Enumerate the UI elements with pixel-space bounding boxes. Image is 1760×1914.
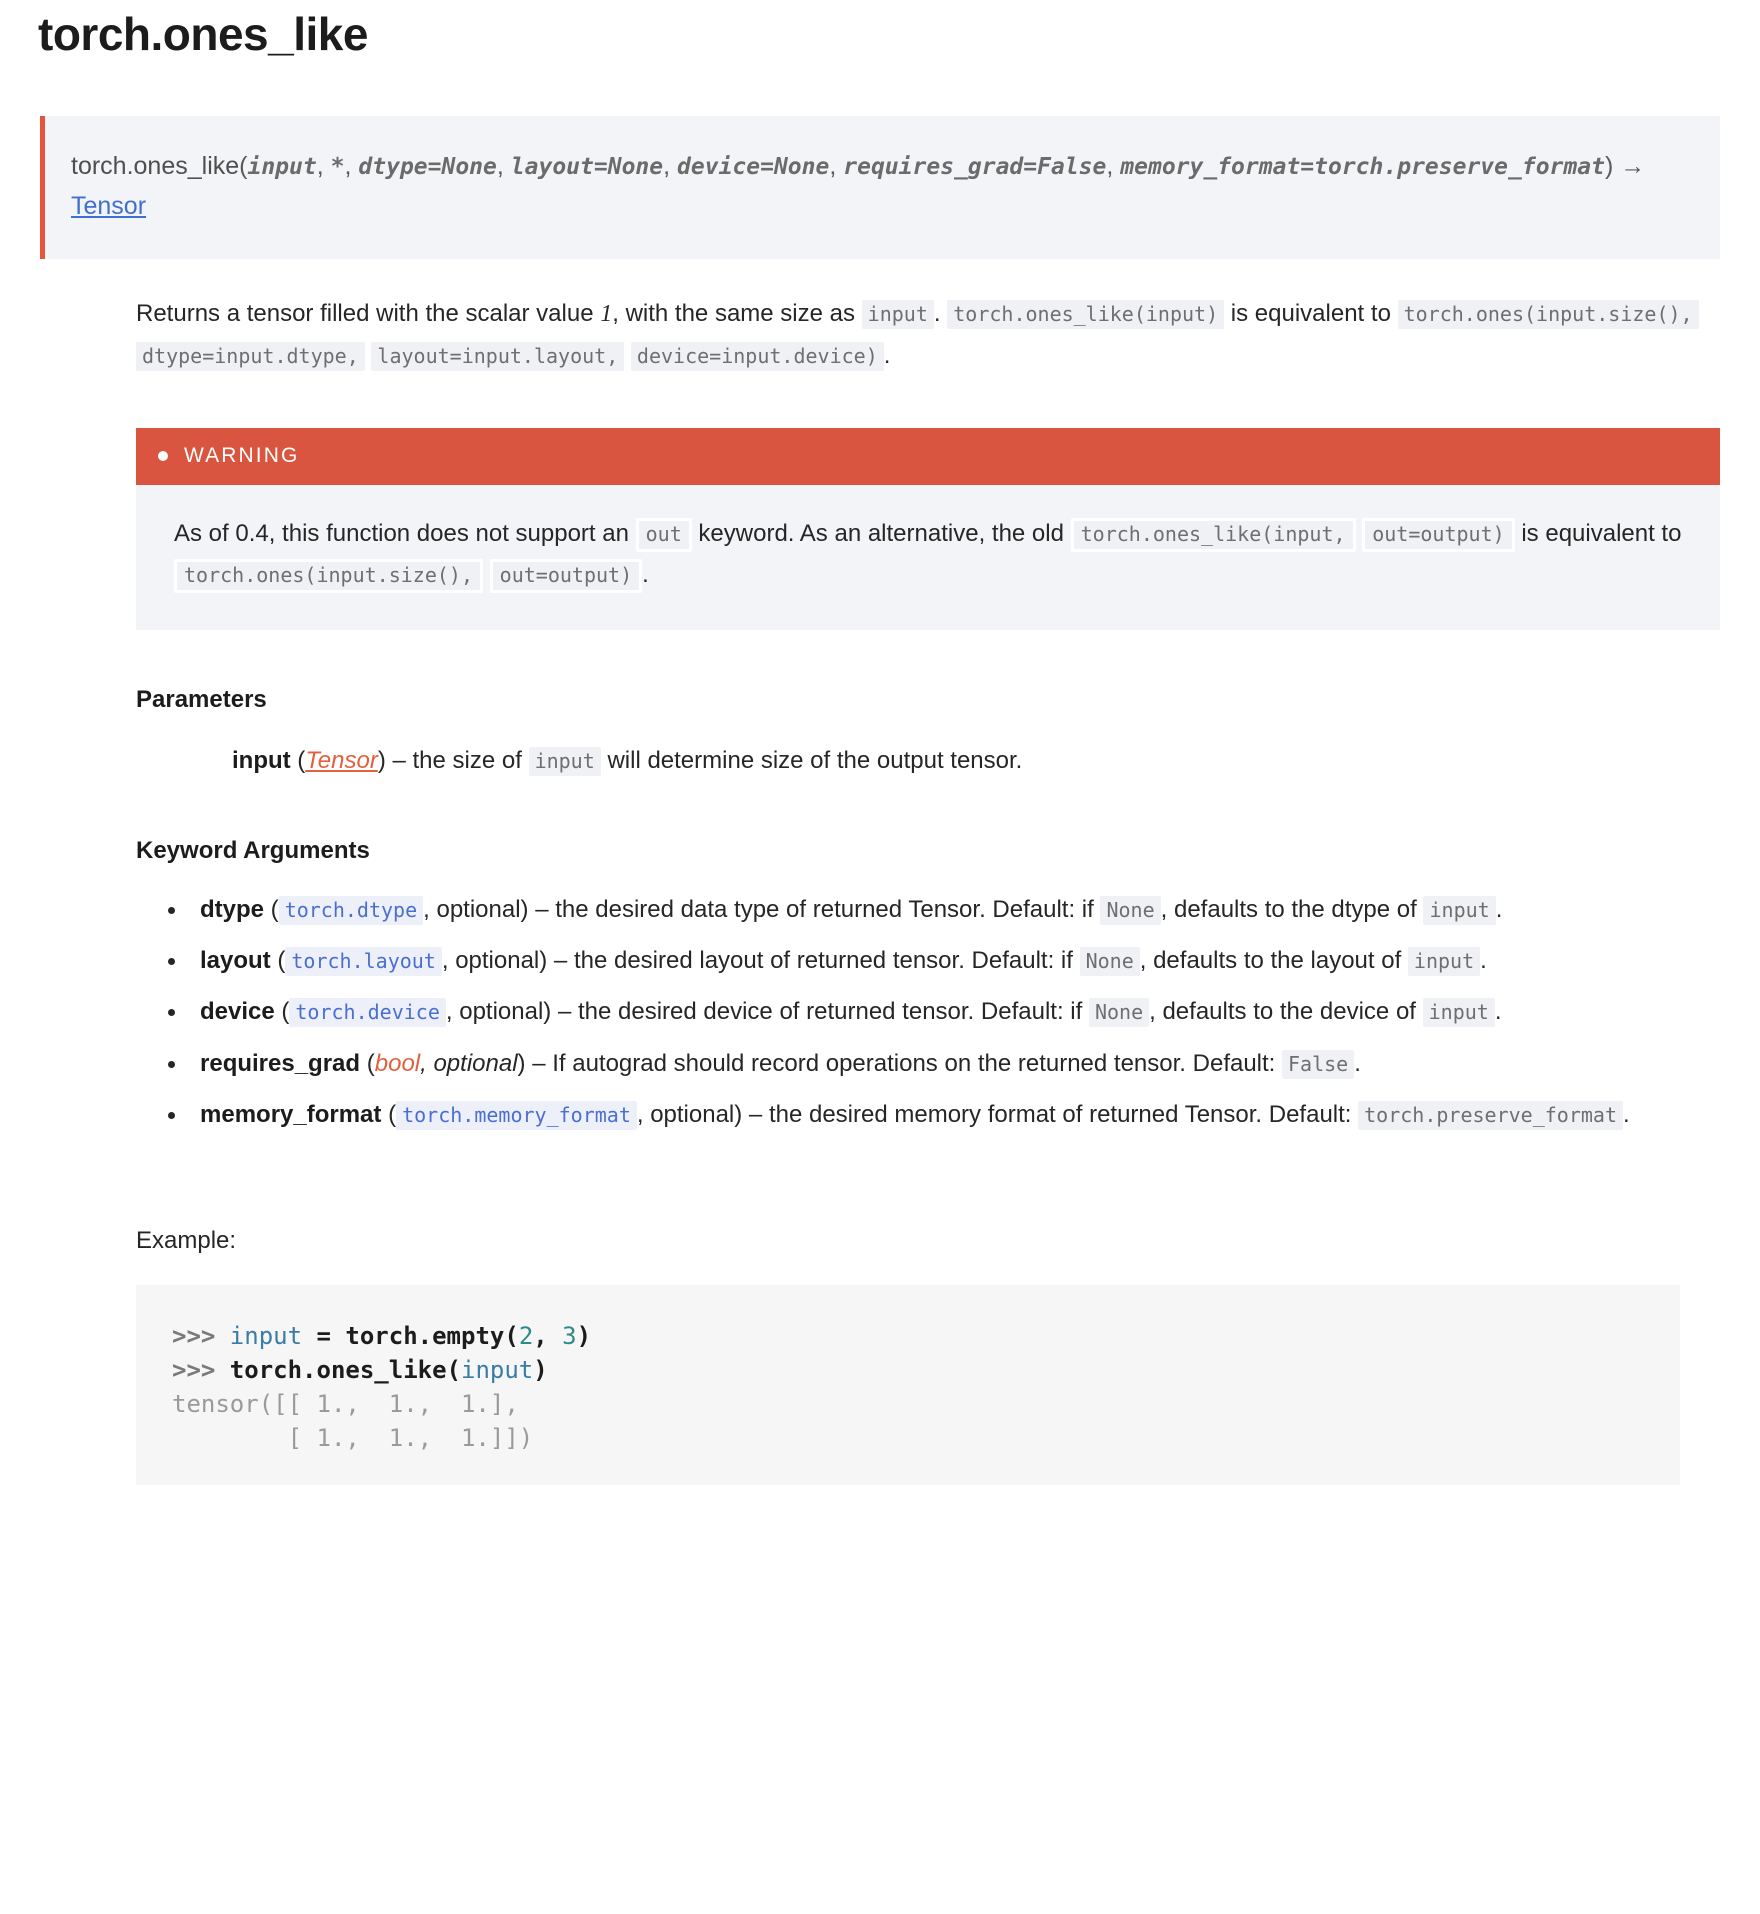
- keyword-argument-description: – the desired data type of returned Tensor. Default: if: [528, 895, 1101, 923]
- keyword-argument-type-suffix: , optional): [441, 947, 548, 975]
- code-token: input: [229, 1322, 303, 1351]
- desc-code-device: device=input.device): [631, 342, 884, 371]
- keyword-argument-type-link[interactable]: torch.device: [289, 998, 446, 1027]
- bullet-dot-icon: [158, 451, 168, 461]
- keyword-argument-type-suffix: ): [517, 1049, 526, 1077]
- code-token: tensor([[ 1., 1., 1.],: [172, 1390, 519, 1419]
- signature-separator: ,: [663, 151, 678, 180]
- desc-code-input: input: [862, 300, 934, 329]
- keyword-argument-description: – the desired memory format of returned Tensor. Default:: [742, 1100, 1359, 1128]
- parameter-open: (: [290, 746, 306, 774]
- parameter-close: ): [377, 746, 393, 774]
- warning-code-ones-like: torch.ones_like(input,: [1071, 518, 1356, 552]
- code-token: ,: [533, 1322, 563, 1351]
- keyword-argument-optional-label: , optional: [420, 1049, 518, 1077]
- keyword-argument-item: • device ( torch.device , optional) – the desired device of returned tensor. Default: if None , defaults to the device of input .: [188, 991, 1656, 1032]
- keyword-argument-type-link[interactable]: bool: [374, 1049, 421, 1077]
- example-code-block[interactable]: [136, 1285, 1680, 1485]
- keyword-argument-tail-code: input: [1423, 998, 1495, 1027]
- warning-text-3: is equivalent to: [1514, 520, 1682, 548]
- signature-param-6: memory_format=torch.preserve_format: [1120, 153, 1605, 180]
- keyword-argument-item: • memory_format ( torch.memory_format , optional) – the desired memory format of returned Tensor. Default: torch.preserve_format .: [188, 1094, 1656, 1135]
- keyword-argument-item: • dtype ( torch.dtype , optional) – the desired data type of returned Tensor. Default: if None , defaults to the dtype of input .: [188, 889, 1656, 930]
- keyword-argument-period: .: [1354, 1049, 1361, 1077]
- code-token: 2: [518, 1322, 534, 1351]
- code-token: ): [533, 1356, 548, 1385]
- desc-text-3: .: [933, 299, 948, 327]
- example-label: Example:: [136, 1227, 237, 1255]
- code-token: torch.empty: [345, 1322, 505, 1351]
- keyword-argument-period: .: [1623, 1100, 1630, 1128]
- warning-text-4: .: [642, 561, 649, 589]
- keyword-argument-period: .: [1494, 998, 1502, 1026]
- page-title: torch.ones_like: [38, 8, 368, 60]
- keyword-argument-default-code: None: [1080, 947, 1140, 976]
- desc-text-2: , with the same size as: [612, 299, 862, 327]
- code-token: (: [504, 1322, 519, 1351]
- warning-text-1: As of 0.4, this function does not support an: [174, 520, 636, 548]
- keyword-argument-name: memory_format: [200, 1100, 382, 1128]
- keyword-argument-default-code: False: [1282, 1050, 1354, 1079]
- keyword-argument-description-tail: , defaults to the device of: [1149, 998, 1423, 1026]
- desc-text-4: is equivalent to: [1224, 299, 1398, 327]
- signature-separator: ,: [1106, 151, 1121, 180]
- code-token: (: [446, 1356, 461, 1385]
- desc-code-dtype: dtype=input.dtype,: [136, 342, 365, 371]
- desc-text-5: .: [883, 341, 891, 369]
- example-code-pre: [172, 1319, 1680, 1455]
- signature-separator: ,: [344, 151, 359, 180]
- signature-function-name: torch.ones_like: [71, 151, 240, 180]
- parameter-item: [232, 740, 1712, 781]
- code-token: input: [461, 1356, 534, 1385]
- keyword-argument-name: layout: [200, 947, 271, 975]
- keyword-argument-name: device: [200, 998, 275, 1026]
- keyword-argument-type-suffix: , optional): [636, 1100, 743, 1128]
- keyword-argument-description: – the desired device of returned tensor. Default: if: [551, 998, 1089, 1026]
- keyword-argument-type-suffix: , optional): [445, 998, 552, 1026]
- warning-code-out-output-2: out=output): [490, 559, 642, 593]
- keyword-argument-type-suffix: , optional): [423, 895, 529, 923]
- warning-body: [136, 485, 1720, 630]
- code-token: >>>: [172, 1322, 230, 1351]
- keyword-argument-default-code: torch.preserve_format: [1358, 1101, 1623, 1130]
- keyword-argument-name: dtype: [200, 895, 265, 923]
- parameter-code-input: input: [529, 747, 601, 776]
- parameters-heading: Parameters: [136, 685, 267, 713]
- signature-param-5: requires_grad=False: [843, 153, 1107, 180]
- signature-separator: ,: [829, 151, 844, 180]
- desc-text-1: Returns a tensor filled with the scalar value: [136, 299, 601, 327]
- desc-code-ones-size: torch.ones(input.size(),: [1398, 300, 1699, 329]
- keyword-argument-description-tail: , defaults to the dtype of: [1160, 895, 1424, 923]
- signature-return-type-link[interactable]: Tensor: [71, 192, 147, 220]
- signature-separator: ,: [316, 151, 331, 180]
- keyword-argument-type-link[interactable]: torch.memory_format: [396, 1101, 637, 1130]
- signature-param-2: dtype=None: [358, 153, 497, 180]
- parameter-type-link[interactable]: Tensor: [305, 746, 378, 774]
- signature-open-paren: (: [239, 151, 248, 180]
- keyword-arguments-list: [136, 889, 1656, 1135]
- signature-separator: ,: [496, 151, 511, 180]
- keyword-argument-period: .: [1480, 947, 1487, 975]
- signature-arrow: →: [1620, 151, 1646, 180]
- function-description: [136, 293, 1720, 377]
- warning-label: WARNING: [184, 444, 300, 468]
- signature-params: [247, 152, 1604, 180]
- keyword-argument-description-tail: , defaults to the layout of: [1139, 947, 1408, 975]
- keyword-argument-name: requires_grad: [200, 1049, 361, 1077]
- keyword-argument-description: – If autograd should record operations on the returned tensor. Default:: [525, 1049, 1283, 1077]
- code-token: 3: [562, 1322, 577, 1351]
- warning-code-ones-size: torch.ones(input.size(),: [174, 559, 483, 593]
- warning-code-out-output: out=output): [1362, 518, 1514, 552]
- parameters-body: [136, 740, 1720, 781]
- keyword-argument-tail-code: input: [1423, 896, 1495, 925]
- signature-param-1: *: [330, 153, 345, 180]
- keyword-argument-tail-code: input: [1408, 947, 1480, 976]
- warning-admonition: [136, 428, 1720, 630]
- desc-code-ones-like: torch.ones_like(input): [947, 300, 1224, 329]
- code-token: [ 1., 1., 1.]]): [172, 1424, 534, 1453]
- parameter-name: input: [232, 746, 291, 774]
- keyword-argument-default-code: None: [1089, 998, 1149, 1027]
- warning-text-2: keyword. As an alternative, the old: [691, 520, 1071, 548]
- keyword-argument-default-code: None: [1100, 896, 1160, 925]
- code-token: =: [302, 1322, 346, 1351]
- warning-code-out: out: [636, 518, 692, 552]
- keyword-argument-type-link[interactable]: torch.layout: [285, 947, 442, 976]
- code-token: ): [576, 1322, 592, 1351]
- desc-code-layout: layout=input.layout,: [371, 342, 624, 371]
- signature-close-paren: ): [1604, 151, 1614, 180]
- signature-param-4: device=None: [677, 153, 830, 180]
- signature-param-0: input: [247, 153, 317, 180]
- parameter-tail-text: will determine size of the output tensor.: [600, 746, 1023, 774]
- code-token: torch.ones_like: [229, 1356, 447, 1385]
- parameter-dash-text: – the size of: [392, 746, 529, 774]
- desc-scalar-value: 1: [600, 300, 613, 327]
- code-token: >>>: [172, 1356, 230, 1385]
- function-signature: [71, 146, 1686, 227]
- keyword-argument-description: – the desired layout of returned tensor. Default: if: [547, 947, 1080, 975]
- keyword-argument-type-link[interactable]: torch.dtype: [279, 896, 423, 925]
- keyword-argument-period: .: [1495, 895, 1503, 923]
- warning-header: [136, 428, 1720, 485]
- keyword-argument-item: • layout ( torch.layout , optional) – the desired layout of returned tensor. Default: if None , defaults to the layout of input .: [188, 940, 1656, 981]
- keyword-arguments-heading: Keyword Arguments: [136, 836, 370, 864]
- keyword-argument-item: • requires_grad (bool, optional) – If autograd should record operations on the returned tensor. Default: False .: [188, 1043, 1656, 1084]
- function-signature-block: [40, 116, 1720, 259]
- signature-param-3: layout=None: [510, 153, 664, 180]
